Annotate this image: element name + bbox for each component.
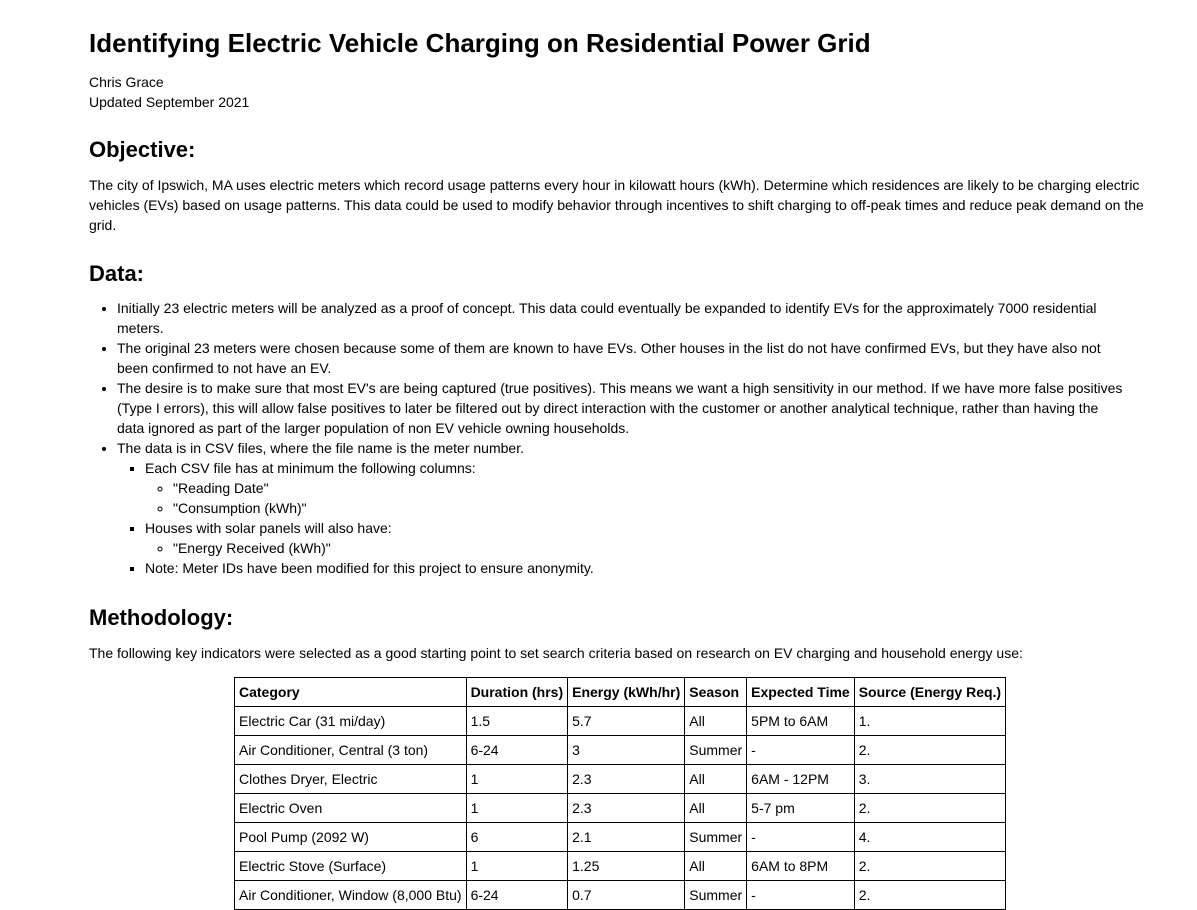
data-list <box>89 298 1125 578</box>
table-row <box>235 823 1006 852</box>
objective-heading: Objective: <box>89 137 196 162</box>
table-cell: 2.3 <box>568 765 685 794</box>
table-cell: 3. <box>854 765 1005 794</box>
table-row <box>235 794 1006 823</box>
table-cell: 4. <box>854 823 1005 852</box>
table-cell: Clothes Dryer, Electric <box>235 765 467 794</box>
table-cell: Pool Pump (2092 W) <box>235 823 467 852</box>
table-cell: 0.7 <box>568 881 685 910</box>
table-cell: 2. <box>854 881 1005 910</box>
sub-list <box>117 458 1125 578</box>
sub-list-item-text: Each CSV file has at minimum the following columns: <box>145 460 476 476</box>
column-header: Season <box>685 678 747 707</box>
table-cell: 3 <box>568 736 685 765</box>
sub-list-item-text: Houses with solar panels will also have: <box>145 520 392 536</box>
table-cell: 6AM to 8PM <box>747 852 855 881</box>
table-cell: 2.3 <box>568 794 685 823</box>
list-item: • The original 23 meters were chosen because some of them are known to have EVs. Other houses in the list do not have confirmed EVs, but they have also not been confirmed to not have an EV. <box>117 338 1125 378</box>
table-cell: 6-24 <box>466 736 568 765</box>
sub-list-item: ▪ Note: Meter IDs have been modified for this project to ensure anonymity. <box>145 558 1125 578</box>
indicators-table <box>234 677 1006 910</box>
column-header: Energy (kWh/hr) <box>568 678 685 707</box>
methodology-text: The following key indicators were selected as a good starting point to set search criteria based on research on EV charging and household energy use: <box>89 645 1023 661</box>
objective-text: The city of Ipswich, MA uses electric meters which record usage patterns every hour in kilowatt hours (kWh). Determine which residences are likely to be charging electric vehicles (EVs) based on usage patterns. This data could be used to modify behavior through incentives to shift charging to off-peak times and reduce peak demand on the grid. <box>89 177 1144 233</box>
column-header: Category <box>235 678 467 707</box>
table-cell: 2. <box>854 852 1005 881</box>
table-cell: Electric Car (31 mi/day) <box>235 707 467 736</box>
column-item: ◦ "Consumption (kWh)" <box>173 498 1125 518</box>
table-cell: 6AM - 12PM <box>747 765 855 794</box>
table-cell: Air Conditioner, Central (3 ton) <box>235 736 467 765</box>
table-cell: - <box>747 736 855 765</box>
table-cell: Electric Stove (Surface) <box>235 852 467 881</box>
table-cell: 2. <box>854 736 1005 765</box>
table-cell: 1 <box>466 852 568 881</box>
list-item: • The desire is to make sure that most EV's are being captured (true positives). This means we want a high sensitivity in our method. If we have more false positives (Type I errors), this will allow false positives to later be filtered out by direct interaction with the customer or another analytical technique, rather than having the data ignored as part of the larger population of non EV vehicle owning households. <box>117 378 1125 438</box>
table-cell: 6 <box>466 823 568 852</box>
data-heading: Data: <box>89 261 145 286</box>
page-title: Identifying Electric Vehicle Charging on Residential Power Grid <box>89 28 871 58</box>
sub-list-item <box>145 518 1125 558</box>
updated-date: Updated September 2021 <box>89 94 250 110</box>
methodology-heading: Methodology: <box>89 605 234 630</box>
sub-list-item <box>145 458 1125 518</box>
table-cell: 1 <box>466 765 568 794</box>
list-item: • Initially 23 electric meters will be analyzed as a proof of concept. This data could eventually be expanded to identify EVs for the approximately 7000 residential meters. <box>117 298 1125 338</box>
table-cell: 1 <box>466 794 568 823</box>
table-cell: All <box>685 852 747 881</box>
list-item-text: The data is in CSV files, where the file name is the meter number. <box>117 440 524 456</box>
column-header: Source (Energy Req.) <box>854 678 1005 707</box>
table-cell: Summer <box>685 881 747 910</box>
column-list <box>145 538 1125 558</box>
table-cell: All <box>685 794 747 823</box>
table-cell: 2. <box>854 794 1005 823</box>
table-cell: All <box>685 765 747 794</box>
table-row <box>235 707 1006 736</box>
table-cell: Air Conditioner, Window (8,000 Btu) <box>235 881 467 910</box>
column-header: Duration (hrs) <box>466 678 568 707</box>
table-cell: 5PM to 6AM <box>747 707 855 736</box>
table-cell: All <box>685 707 747 736</box>
table-cell: 5-7 pm <box>747 794 855 823</box>
table-cell: 1.25 <box>568 852 685 881</box>
table-cell: Summer <box>685 736 747 765</box>
table-cell: Electric Oven <box>235 794 467 823</box>
list-item <box>117 438 1125 578</box>
table-cell: 1.5 <box>466 707 568 736</box>
column-list <box>145 478 1125 518</box>
column-item: ◦ "Energy Received (kWh)" <box>173 538 1125 558</box>
table-row <box>235 765 1006 794</box>
table-cell: Summer <box>685 823 747 852</box>
column-item: ◦ "Reading Date" <box>173 478 1125 498</box>
table-header-row <box>235 678 1006 707</box>
table-cell: 2.1 <box>568 823 685 852</box>
table-cell: 6-24 <box>466 881 568 910</box>
table-cell: 5.7 <box>568 707 685 736</box>
column-header: Expected Time <box>747 678 855 707</box>
table-cell: - <box>747 881 855 910</box>
document-meta <box>89 72 249 112</box>
table-row <box>235 852 1006 881</box>
table-cell: 1. <box>854 707 1005 736</box>
table-row <box>235 881 1006 910</box>
table-row <box>235 736 1006 765</box>
author: Chris Grace <box>89 74 164 90</box>
table-cell: - <box>747 823 855 852</box>
